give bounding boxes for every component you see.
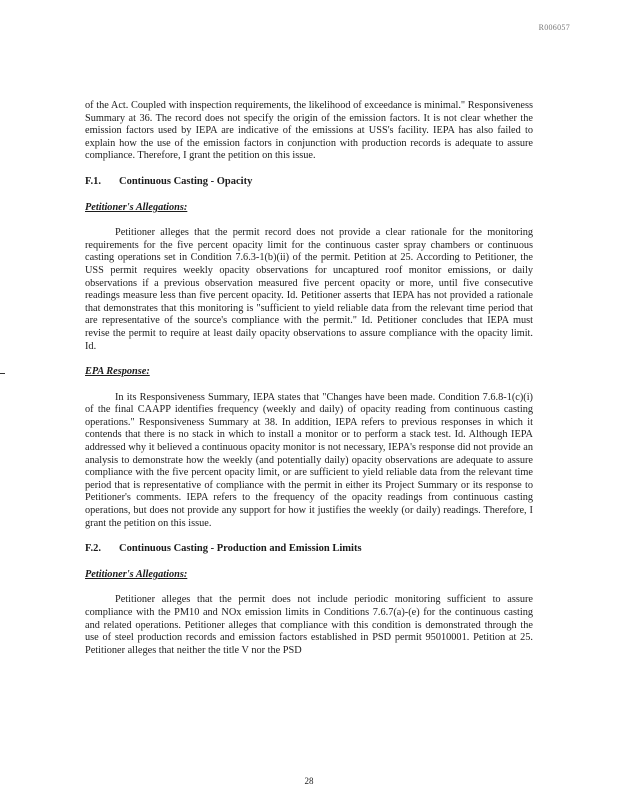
- subheading-petitioner-allegations: Petitioner's Allegations:: [85, 568, 188, 580]
- paragraph-allegations: Petitioner alleges that the permit record does not provide a clear rationale for the monitoring requirements for the five percent opacity limit for the continuous caster spray chambers or continuous casting operations set in Condition 7.6.3-1(b)(ii) of the permit. Petition at 25. According to Petitioner, the USS permit requires weekly opacity observations for uncaptured roof monitor emissions, or daily observations if a previous observation measured five percent opacity or more, until five consecutive readings measure less than five percent opacity. Id. Petitioner asserts that IEPA has not provided a rationale that demonstrates that this monitoring is "sufficient to yield reliable data from the relevant time period that are representative of the source's compliance with the permit." Id. Petitioner concludes that IEPA must revise the permit to require at least daily opacity observations to assure compliance with the opacity limit. Id.: [85, 227, 533, 352]
- section-number: F.1.: [85, 175, 101, 187]
- section-title: Continuous Casting - Production and Emission Limits: [119, 543, 362, 555]
- section-heading-f2: [85, 543, 533, 556]
- margin-mark: [0, 373, 5, 374]
- paragraph-allegations: Petitioner alleges that the permit does not include periodic monitoring sufficient to assure compliance with the PM10 and NOx emission limits in Conditions 7.6.7(a)-(e) for the continuous casting and related operations. Petitioner alleges that compliance with this condition is demonstrated through the use of steel production records and emission factors established in PSD permit 95010001. Petition at 25. Petitioner alleges that neither the title V nor the PSD: [85, 594, 533, 656]
- bates-number: R006057: [538, 23, 570, 32]
- page-content: [85, 100, 533, 657]
- paragraph-continuation: of the Act. Coupled with inspection requirements, the likelihood of exceedance is minimal." Responsiveness Summary at 36. The record does not specify the origin of the emission factors. It is not clear whether the emission factors used by IEPA are indicative of the emissions at USS's facility. IEPA has also failed to explain how the use of the emission factors in conjunction with production records is adequate to assure compliance. Therefore, I grant the petition on this issue.: [85, 100, 533, 162]
- subheading-petitioner-allegations: Petitioner's Allegations:: [85, 201, 188, 213]
- section-number: F.2.: [85, 543, 101, 555]
- paragraph-response: In its Responsiveness Summary, IEPA states that "Changes have been made. Condition 7.6.8-1(c)(i) of the final CAAPP identifies frequency (weekly and daily) of opacity reading from continuous casting operations." Responsiveness Summary at 38. In addition, IEPA refers to previous responses in which it contends that there is no stack in which to install a monitor or to perform a stack test. Id. Although IEPA addressed why it believed a continuous opacity monitor is not necessary, IEPA's response did not provide an analysis to demonstrate how the weekly (and potentially daily) opacity observations are adequate to assure compliance with the five percent opacity limit, or are sufficient to yield reliable data from the relevant time period that is representative of compliance with the permit in either its Project Summary or its response to Petitioner's comments. IEPA refers to the frequency of the opacity readings from continuous casting operations, but does not provide any support for how it justifies the weekly (or daily) readings. Therefore, I grant the petition on this issue.: [85, 391, 533, 529]
- page-number: 28: [304, 776, 314, 786]
- section-title: Continuous Casting - Opacity: [119, 175, 253, 187]
- subheading-epa-response: EPA Response:: [85, 366, 150, 378]
- section-heading-f1: [85, 176, 533, 189]
